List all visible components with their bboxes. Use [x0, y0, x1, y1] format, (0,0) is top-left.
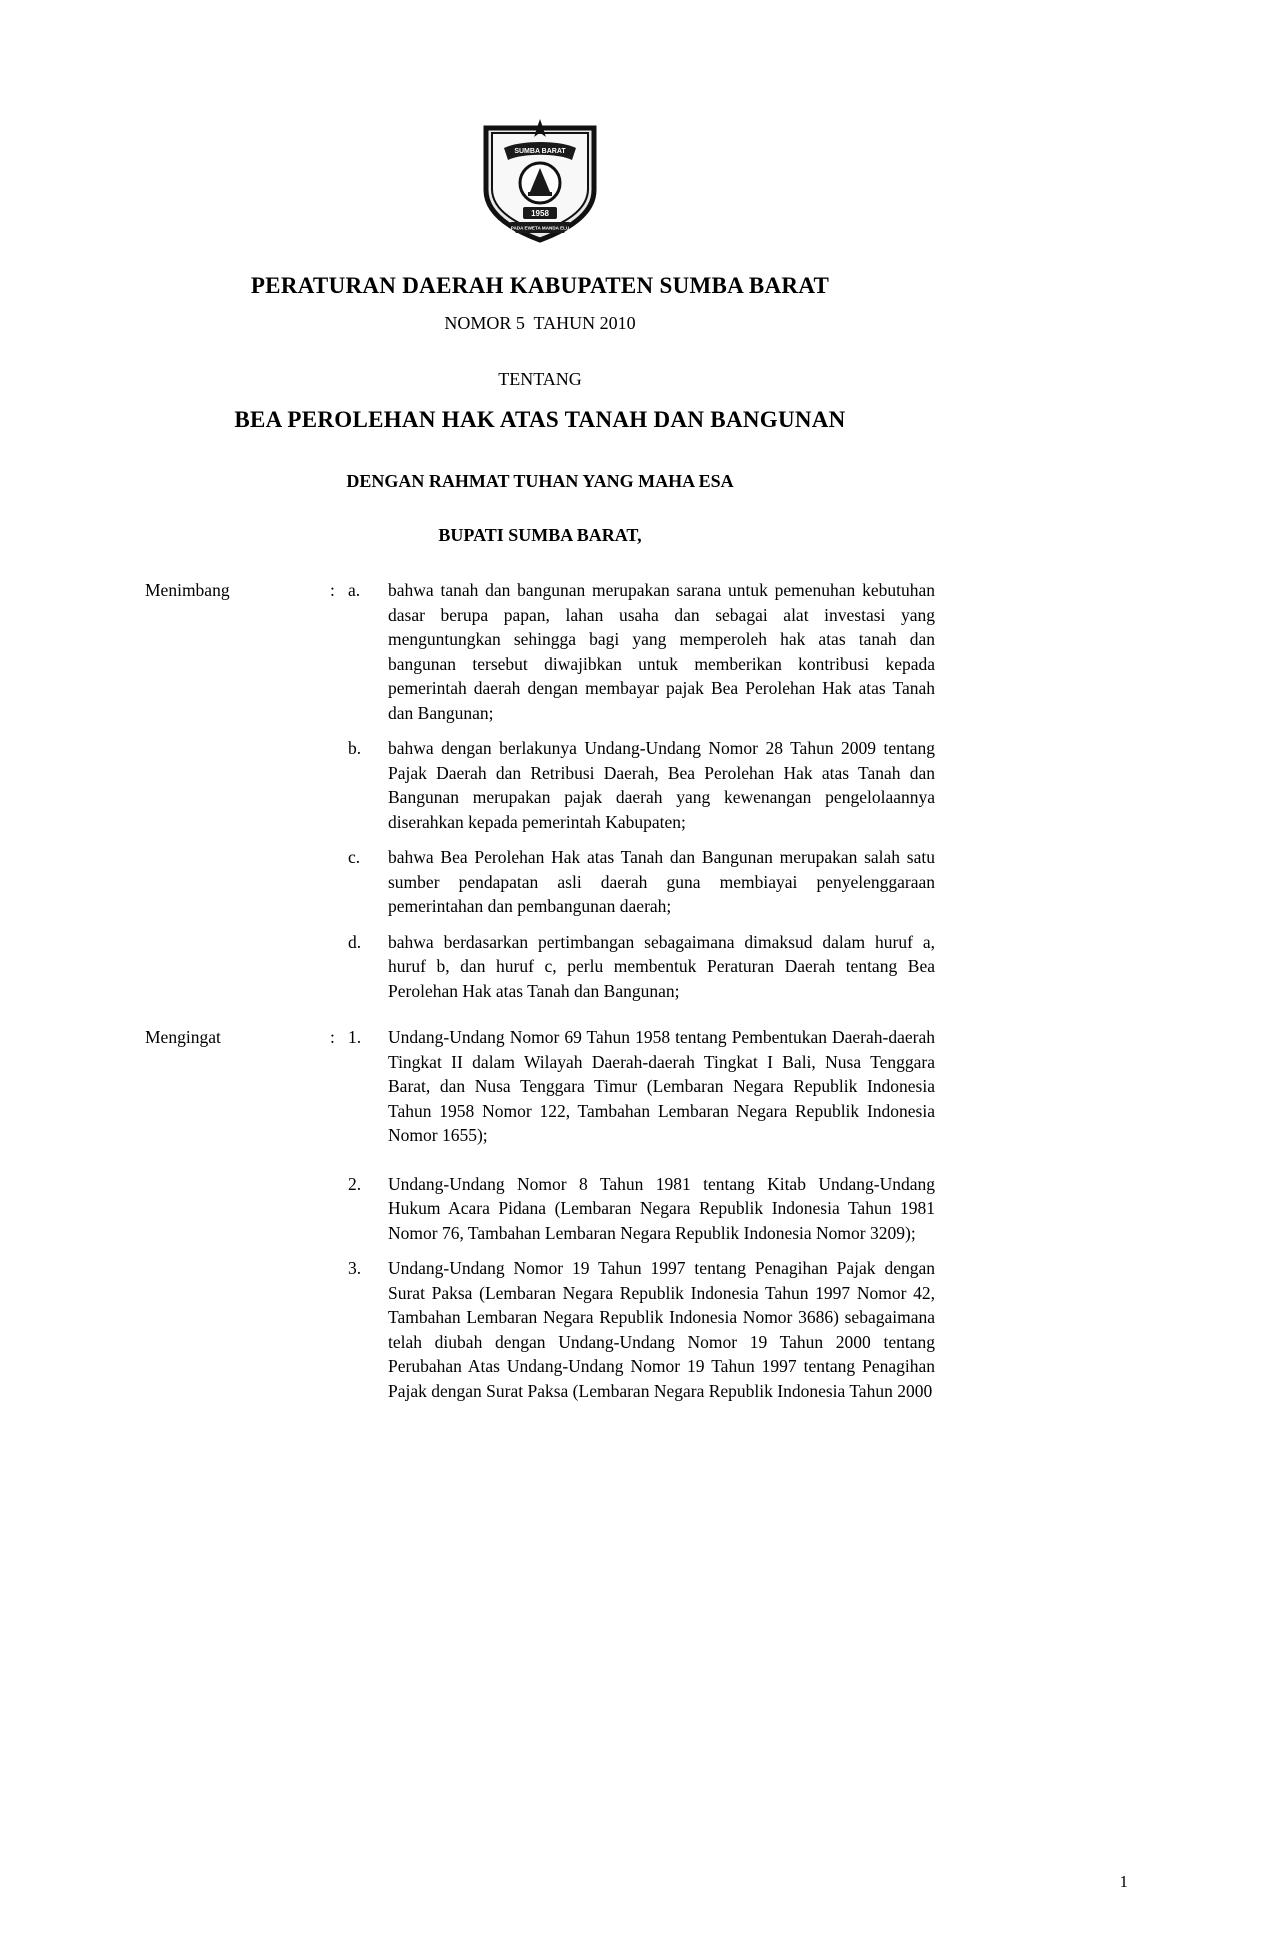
- menimbang-label: Menimbang: [145, 580, 230, 600]
- document-number: NOMOR 5 TAHUN 2010: [444, 313, 636, 333]
- document-content: [145, 0, 935, 1414]
- page-number: 1: [1119, 1872, 1128, 1891]
- menimbang-item-b: [145, 736, 935, 834]
- grace-line: DENGAN RAHMAT TUHAN YANG MAHA ESA: [346, 471, 734, 491]
- emblem-year: 1958: [531, 209, 549, 218]
- item-text: Undang-Undang Nomor 8 Tahun 1981 tentang Kitab Undang-Undang Hukum Acara Pidana (Lembaran Negara Republik Indonesia Tahun 1981 Nomor 76, Tambahan Lembaran Negara Republik Indonesia Nomor 3209);: [388, 1173, 935, 1243]
- authority-line: BUPATI SUMBA BARAT,: [438, 525, 642, 545]
- document-subject: BEA PEROLEHAN HAK ATAS TANAH DAN BANGUNAN: [234, 407, 846, 432]
- item-text: bahwa berdasarkan pertimbangan sebagaimana dimaksud dalam huruf a, huruf b, dan huruf c, perlu membentuk Peraturan Daerah tentang Bea Perolehan Hak atas Tanah dan Bangunan;: [388, 931, 935, 1001]
- item-marker: 2.: [348, 1173, 362, 1194]
- menimbang-section: [145, 578, 935, 1003]
- mengingat-item-3: [145, 1256, 935, 1403]
- item-marker: 3.: [348, 1258, 362, 1278]
- menimbang-item-d: [145, 930, 935, 1004]
- mengingat-section: [145, 1025, 935, 1403]
- emblem-banner-text: SUMBA BARAT: [514, 148, 566, 155]
- item-text: Undang-Undang Nomor 69 Tahun 1958 tentang Pembentukan Daerah-daerah Tingkat II dalam Wilayah Daerah-daerah Tingkat I Bali, Nusa Tenggara Barat, dan Nusa Tenggara Timur (Lembaran Negara Republik Indonesia Tahun 1958 Nomor 122, Tambahan Lembaran Negara Republik Indonesia Nomor 1655);: [388, 1027, 935, 1145]
- mengingat-colon: :: [330, 1027, 335, 1047]
- item-text: bahwa Bea Perolehan Hak atas Tanah dan Bangunan merupakan salah satu sumber pendapatan asli daerah guna membiayai penyelenggaraan pemerintahan dan pembangunan daerah;: [388, 847, 935, 916]
- item-text: bahwa tanah dan bangunan merupakan sarana untuk pemenuhan kebutuhan dasar berupa papan, lahan usaha dan sebagai alat investasi yang menguntungkan sehingga bagi yang memperoleh hak atas tanah dan bangunan tersebut diwajibkan untuk memberikan kontribusi kepada pemerintah daerah dengan membayar pajak Bea Perolehan Hak atas Tanah dan Bangunan;: [388, 580, 935, 723]
- item-marker: b.: [348, 738, 362, 758]
- item-text: bahwa dengan berlakunya Undang-Undang Nomor 28 Tahun 2009 tentang Pajak Daerah dan Retribusi Daerah, Bea Perolehan Hak atas Tanah dan Bangunan merupakan pajak daerah yang kewenangan pengelolaannya diserahkan kepada pemerintah Kabupaten;: [388, 738, 935, 832]
- item-marker: 1.: [348, 1027, 362, 1047]
- mengingat-label: Mengingat: [145, 1027, 221, 1047]
- emblem-motto: PADA EWETA MANDA ELU: [510, 225, 570, 231]
- document-title: PERATURAN DAERAH KABUPATEN SUMBA BARAT: [250, 273, 830, 298]
- mengingat-item-2: [145, 1172, 935, 1246]
- coat-of-arms: [145, 116, 935, 246]
- item-marker: a.: [348, 580, 361, 600]
- item-marker: d.: [348, 931, 362, 952]
- sumba-barat-emblem-icon: [476, 116, 604, 246]
- tentang-label: TENTANG: [498, 369, 582, 389]
- menimbang-colon: :: [330, 580, 335, 600]
- item-text: Undang-Undang Nomor 19 Tahun 1997 tentang Penagihan Pajak dengan Surat Paksa (Lembaran Negara Republik Indonesia Tahun 1997 Nomor 42, Tambahan Lembaran Negara Republik Indonesia Nomor 3686) sebagaimana telah diubah dengan Undang-Undang Nomor 19 Tahun 2000 tentang Perubahan Atas Undang-Undang Nomor 19 Tahun 1997 tentang Penagihan Pajak dengan Surat Paksa (Lembaran Negara Republik Indonesia Tahun 2000: [388, 1258, 935, 1401]
- mengingat-item-1: [145, 1025, 935, 1148]
- menimbang-item-a: [145, 578, 935, 725]
- menimbang-item-c: [145, 845, 935, 919]
- item-marker: c.: [348, 847, 361, 867]
